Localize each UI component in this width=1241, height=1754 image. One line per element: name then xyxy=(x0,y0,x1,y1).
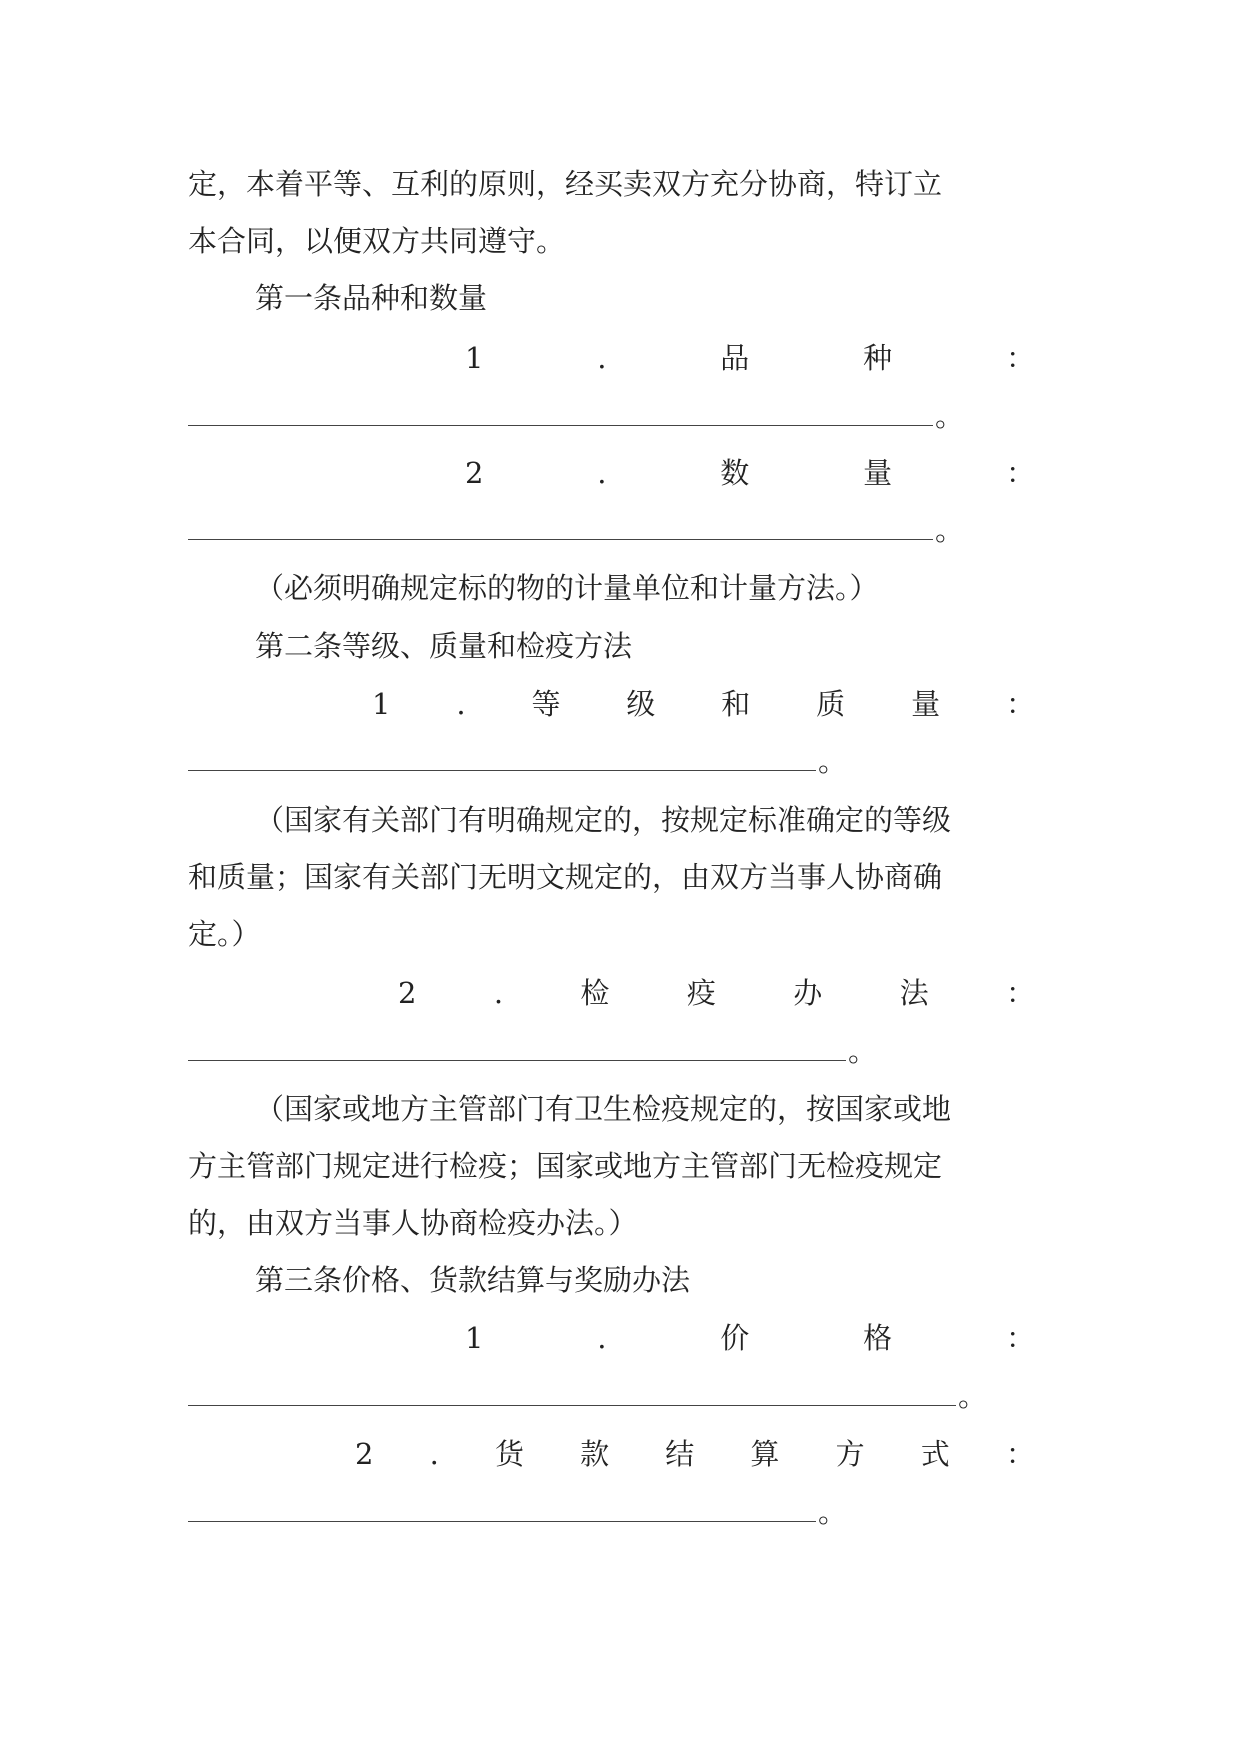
blank-underline xyxy=(188,1521,816,1522)
item-2-quantity-label: 2 . 数 量 ： xyxy=(465,456,1035,490)
quarantine-fill-blank[interactable]: 。 xyxy=(188,1033,1053,1069)
note-text: 的，由双方当事人协商检疫办法。） xyxy=(188,1206,638,1240)
note-text: （国家有关部门有明确规定的，按规定标准确定的等级 xyxy=(255,803,952,837)
item-1-price-label: 1 . 价 格 ： xyxy=(465,1321,1035,1355)
item-2-settlement-label: 2 . 货 款 结 算 方 式 ： xyxy=(355,1437,1035,1471)
note-text: （必须明确规定标的物的计量单位和计量方法。） xyxy=(255,571,879,605)
settlement-fill-blank[interactable]: 。 xyxy=(188,1494,1053,1530)
item-1-grade-quality-label: 1 . 等 级 和 质 量 ： xyxy=(372,687,1035,721)
article-2-title: 第二条等级、质量和检疫方法 xyxy=(255,629,633,663)
blank-underline xyxy=(188,539,933,540)
note-text: 定。） xyxy=(188,917,261,951)
paragraph-line: 定，本着平等、互利的原则，经买卖双方充分协商，特订立 xyxy=(188,167,943,201)
variety-fill-blank[interactable]: 。 xyxy=(188,398,1053,434)
note-text: 方主管部门规定进行检疫；国家或地方主管部门无检疫规定 xyxy=(188,1149,943,1183)
blank-underline xyxy=(188,770,816,771)
note-text: 和质量；国家有关部门无明文规定的，由双方当事人协商确 xyxy=(188,860,943,894)
blank-underline xyxy=(188,1405,956,1406)
article-1-title: 第一条品种和数量 xyxy=(255,281,488,315)
blank-underline xyxy=(188,425,933,426)
price-fill-blank[interactable]: 。 xyxy=(188,1378,1053,1414)
article-3-title: 第三条价格、货款结算与奖励办法 xyxy=(255,1263,691,1297)
paragraph-line: 本合同，以便双方共同遵守。 xyxy=(188,224,566,258)
grade-quality-fill-blank[interactable]: 。 xyxy=(188,743,1053,779)
item-1-variety-label: 1 . 品 种 ： xyxy=(465,341,1035,375)
note-text: （国家或地方主管部门有卫生检疫规定的，按国家或地 xyxy=(255,1092,952,1126)
item-2-quarantine-label: 2 . 检 疫 办 法 ： xyxy=(398,976,1035,1010)
blank-underline xyxy=(188,1060,846,1061)
quantity-fill-blank[interactable]: 。 xyxy=(188,512,1053,548)
